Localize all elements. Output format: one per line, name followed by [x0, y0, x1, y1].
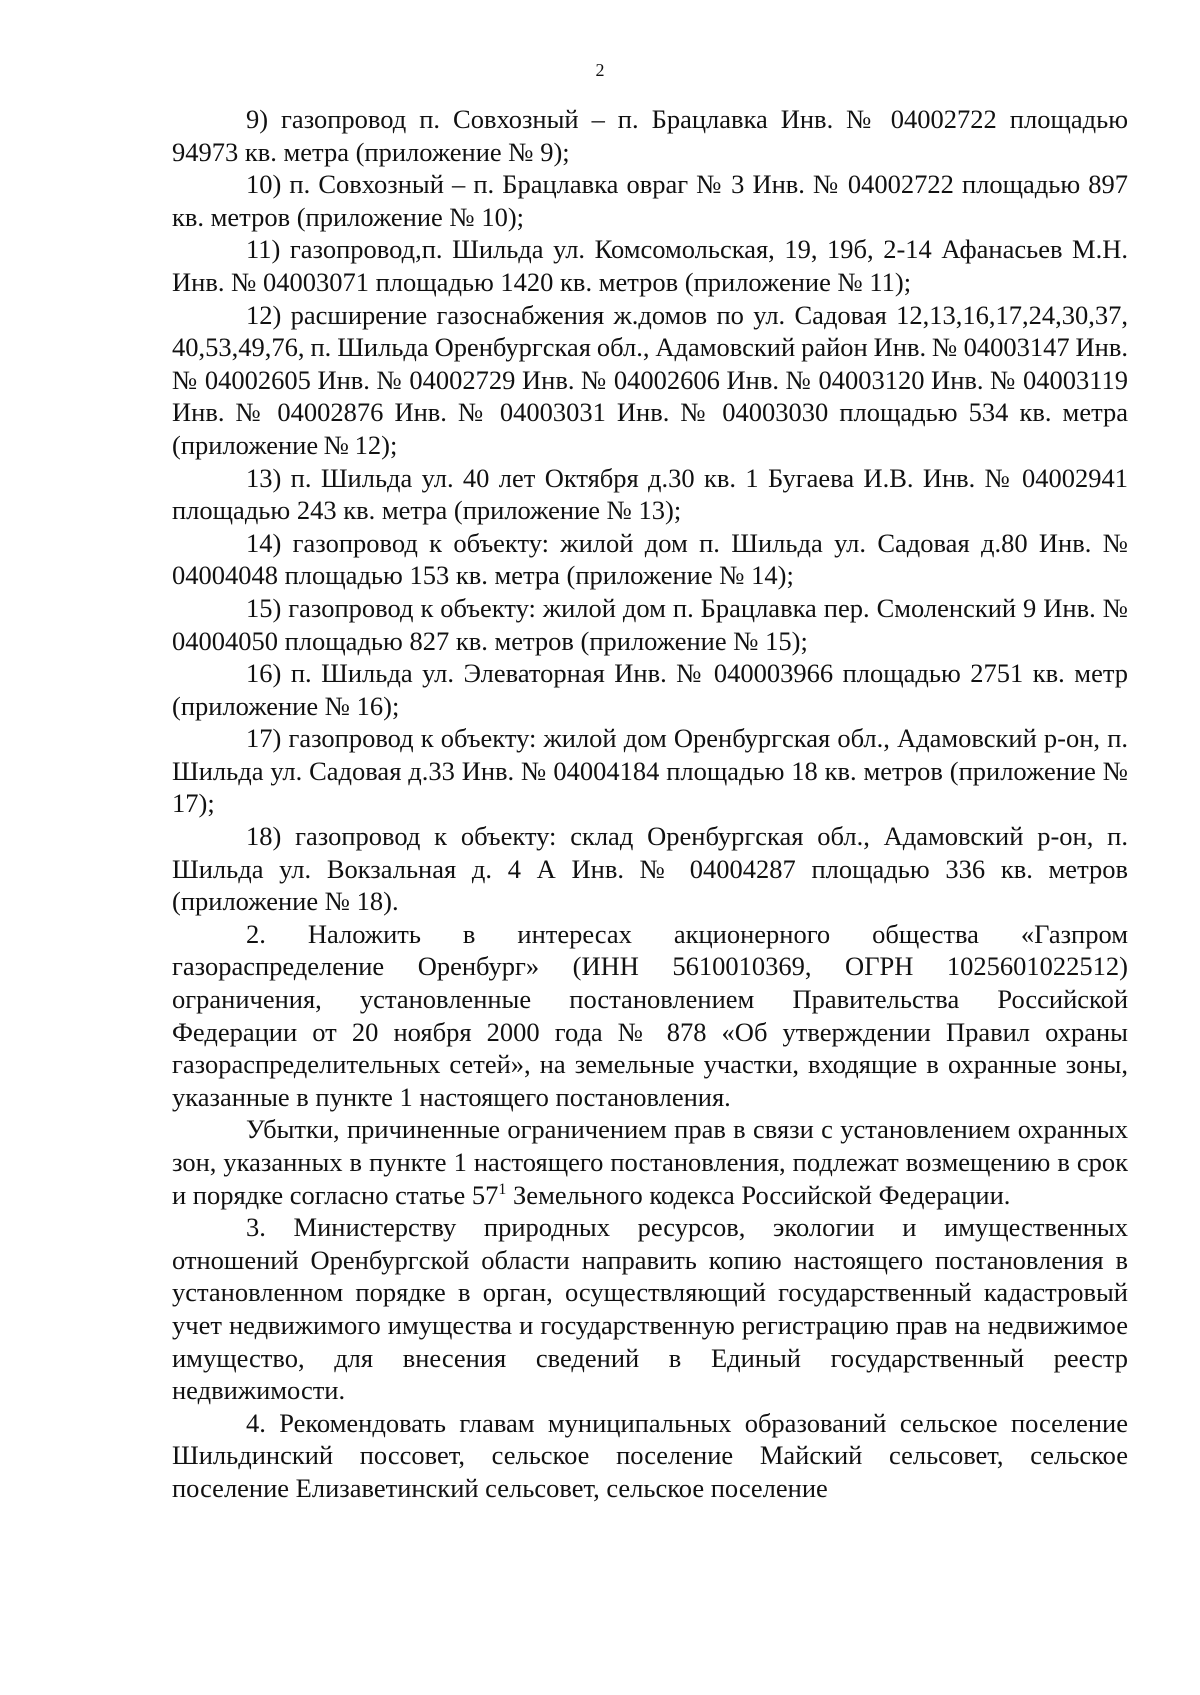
list-item-13: 13) п. Шильда ул. 40 лет Октября д.30 кв. 1 Бугаева И.В. Инв. № 04002941 площадью 243 кв. метра (приложение № 13); — [172, 462, 1128, 526]
page-number: 2 — [595, 60, 605, 80]
clause-4-paragraph: 4. Рекомендовать главам муниципальных образований сельское поселение Шильдинский поссовет, сельское поселение Майский сельсовет, сельское поселение Елизаветинский сельсовет, сельское поселение — [172, 1407, 1128, 1503]
clause-3-paragraph: 3. Министерству природных ресурсов, экологии и имущественных отношений Оренбургской области направить копию настоящего постановления в установленном порядке в орган, осуществляющий государственный кадастровый учет недвижимого имущества и государственную регистрацию прав на недвижимое имущество, для внесения сведений в Единый государственный реестр недвижимости. — [172, 1212, 1128, 1406]
list-item-15: 15) газопровод к объекту: жилой дом п. Брацлавка пер. Смоленский 9 Инв. № 04004050 площадью 827 кв. метров (приложение № 15); — [172, 592, 1128, 656]
list-item-14: 14) газопровод к объекту: жилой дом п. Шильда ул. Садовая д.80 Инв. № 04004048 площадью 153 кв. метра (приложение № 14); — [172, 527, 1128, 591]
list-item-10: 10) п. Совхозный – п. Брацлавка овраг № 3 Инв. № 04002722 площадью 897 кв. метров (приложение № 10); — [172, 169, 1128, 232]
article-superscript: 1 — [498, 1180, 507, 1198]
losses-text-after: Земельного кодекса Российской Федерации. — [506, 1179, 1011, 1210]
list-item-12: 12) расширение газоснабжения ж.домов по ул. Садовая 12,13,16,17,24,30,37, 40,53,49,76, п. Шильда Оренбургская обл., Адамовский район Инв. № 04003147 Инв. № 04002605 Инв. № 04002729 Инв. № 04002606 Инв. № 04003120 Инв. № 04003119 Инв. № 04002876 Инв. № 04003031 Инв. № 04003030 площадью 534 кв. метра (приложение № 12); — [172, 299, 1128, 460]
clause-2-paragraph: 2. Наложить в интересах акционерного общества «Газпром газораспределение Оренбург» (ИНН 5610010369, ОГРН 1025601022512) ограничения, установленные постановлением Правительства Российской Федерации от 20 ноября 2000 года № 878 «Об утверждении Правил охраны газораспределительных сетей», на земельные участки, входящие в охранные зоны, указанные в пункте 1 настоящего постановления. — [172, 918, 1128, 1112]
losses-paragraph — [172, 1113, 1128, 1211]
document-body — [172, 103, 1128, 1505]
list-item-17: 17) газопровод к объекту: жилой дом Оренбургская обл., Адамовский р-он, п. Шильда ул. Садовая д.33 Инв. № 04004184 площадью 18 кв. метров (приложение № 17); — [172, 723, 1128, 819]
losses-text-before: Убытки, причиненные ограничением прав в связи с установлением охранных зон, указанных в пункте 1 настоящего постановления, подлежат возмещению в срок и порядке согласно статье 57 — [172, 1114, 1128, 1210]
list-item-9: 9) газопровод п. Совхозный – п. Брацлавка Инв. № 04002722 площадью 94973 кв. метра (приложение № 9); — [172, 104, 1128, 167]
list-item-18: 18) газопровод к объекту: склад Оренбургская обл., Адамовский р-он, п. Шильда ул. Вокзальная д. 4 А Инв. № 04004287 площадью 336 кв. метров (приложение № 18). — [172, 821, 1128, 917]
list-item-11: 11) газопровод,п. Шильда ул. Комсомольская, 19, 19б, 2-14 Афанасьев М.Н. Инв. № 04003071 площадью 1420 кв. метров (приложение № 11); — [172, 234, 1128, 297]
list-item-16: 16) п. Шильда ул. Элеваторная Инв. № 040003966 площадью 2751 кв. метр (приложение № 16); — [172, 658, 1128, 721]
